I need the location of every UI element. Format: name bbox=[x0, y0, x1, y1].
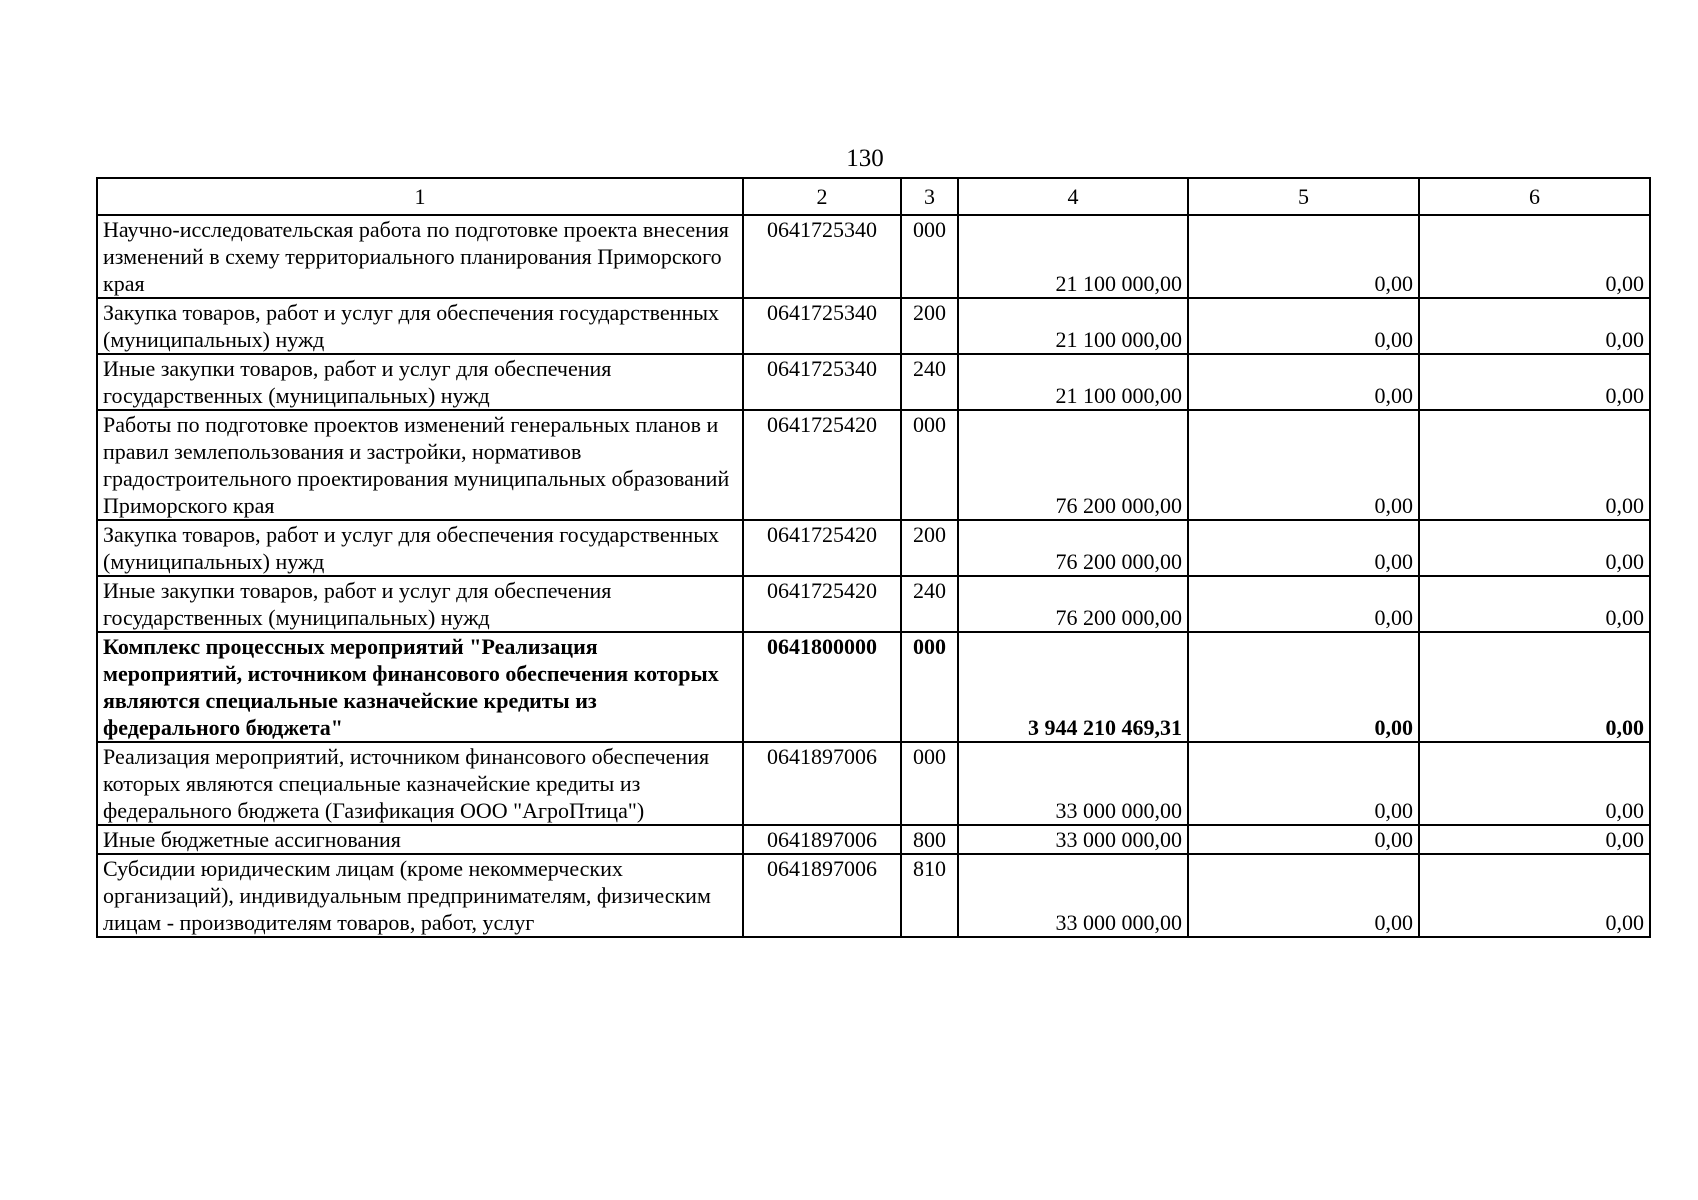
table-row bbox=[97, 632, 1650, 742]
row-amount-col4: 21 100 000,00 bbox=[958, 215, 1188, 298]
column-header-3: 3 bbox=[901, 178, 958, 215]
row-code: 0641800000 bbox=[743, 632, 901, 742]
row-name: Реализация мероприятий, источником финансового обеспечения которых являются специальные казначейские кредиты из федерального бюджета (Газификация ООО "АгроПтица") bbox=[97, 742, 743, 825]
table-row bbox=[97, 215, 1650, 298]
row-amount-col4: 33 000 000,00 bbox=[958, 854, 1188, 937]
page-number: 130 bbox=[846, 145, 884, 172]
column-header-2: 2 bbox=[743, 178, 901, 215]
row-name: Иные закупки товаров, работ и услуг для обеспечения государственных (муниципальных) нужд bbox=[97, 354, 743, 410]
row-name: Закупка товаров, работ и услуг для обеспечения государственных (муниципальных) нужд bbox=[97, 298, 743, 354]
row-name: Комплекс процессных мероприятий "Реализация мероприятий, источником финансового обеспечения которых являются специальные казначейские кредиты из федерального бюджета" bbox=[97, 632, 743, 742]
table-row bbox=[97, 520, 1650, 576]
row-code: 0641897006 bbox=[743, 825, 901, 854]
row-amount-col5: 0,00 bbox=[1188, 632, 1419, 742]
row-expense-type: 800 bbox=[901, 825, 958, 854]
row-code: 0641725420 bbox=[743, 576, 901, 632]
row-expense-type: 000 bbox=[901, 742, 958, 825]
row-amount-col6: 0,00 bbox=[1419, 632, 1650, 742]
table-row bbox=[97, 825, 1650, 854]
row-amount-col6: 0,00 bbox=[1419, 576, 1650, 632]
row-code: 0641725340 bbox=[743, 215, 901, 298]
row-amount-col6: 0,00 bbox=[1419, 520, 1650, 576]
table-row bbox=[97, 576, 1650, 632]
row-amount-col6: 0,00 bbox=[1419, 298, 1650, 354]
table-row bbox=[97, 410, 1650, 520]
row-name: Иные бюджетные ассигнования bbox=[97, 825, 743, 854]
table-row bbox=[97, 854, 1650, 937]
column-header-1: 1 bbox=[97, 178, 743, 215]
column-header-6: 6 bbox=[1419, 178, 1650, 215]
row-amount-col4: 76 200 000,00 bbox=[958, 520, 1188, 576]
row-amount-col6: 0,00 bbox=[1419, 215, 1650, 298]
table-row bbox=[97, 742, 1650, 825]
row-expense-type: 000 bbox=[901, 632, 958, 742]
row-code: 0641725340 bbox=[743, 298, 901, 354]
row-expense-type: 200 bbox=[901, 298, 958, 354]
row-expense-type: 000 bbox=[901, 215, 958, 298]
row-expense-type: 200 bbox=[901, 520, 958, 576]
row-expense-type: 240 bbox=[901, 354, 958, 410]
row-expense-type: 810 bbox=[901, 854, 958, 937]
budget-table bbox=[96, 177, 1651, 938]
row-expense-type: 000 bbox=[901, 410, 958, 520]
row-amount-col5: 0,00 bbox=[1188, 298, 1419, 354]
row-name: Научно-исследовательская работа по подготовке проекта внесения изменений в схему территориального планирования Приморского края bbox=[97, 215, 743, 298]
row-code: 0641897006 bbox=[743, 742, 901, 825]
row-amount-col5: 0,00 bbox=[1188, 742, 1419, 825]
row-code: 0641725420 bbox=[743, 410, 901, 520]
row-amount-col4: 76 200 000,00 bbox=[958, 410, 1188, 520]
row-amount-col5: 0,00 bbox=[1188, 520, 1419, 576]
row-amount-col5: 0,00 bbox=[1188, 576, 1419, 632]
row-amount-col6: 0,00 bbox=[1419, 825, 1650, 854]
row-amount-col4: 76 200 000,00 bbox=[958, 576, 1188, 632]
row-amount-col4: 21 100 000,00 bbox=[958, 354, 1188, 410]
table-row bbox=[97, 298, 1650, 354]
row-amount-col5: 0,00 bbox=[1188, 354, 1419, 410]
row-name: Работы по подготовке проектов изменений генеральных планов и правил землепользования и застройки, нормативов градостроительного проектирования муниципальных образований Приморского края bbox=[97, 410, 743, 520]
row-amount-col5: 0,00 bbox=[1188, 825, 1419, 854]
row-amount-col6: 0,00 bbox=[1419, 410, 1650, 520]
row-amount-col4: 21 100 000,00 bbox=[958, 298, 1188, 354]
row-expense-type: 240 bbox=[901, 576, 958, 632]
table-body bbox=[97, 215, 1650, 937]
row-amount-col5: 0,00 bbox=[1188, 854, 1419, 937]
row-amount-col6: 0,00 bbox=[1419, 854, 1650, 937]
row-code: 0641725340 bbox=[743, 354, 901, 410]
row-amount-col4: 33 000 000,00 bbox=[958, 742, 1188, 825]
table-header-row bbox=[97, 178, 1650, 215]
row-amount-col6: 0,00 bbox=[1419, 354, 1650, 410]
row-name: Закупка товаров, работ и услуг для обеспечения государственных (муниципальных) нужд bbox=[97, 520, 743, 576]
row-amount-col4: 33 000 000,00 bbox=[958, 825, 1188, 854]
row-amount-col5: 0,00 bbox=[1188, 215, 1419, 298]
column-header-4: 4 bbox=[958, 178, 1188, 215]
table-row bbox=[97, 354, 1650, 410]
row-name: Иные закупки товаров, работ и услуг для обеспечения государственных (муниципальных) нужд bbox=[97, 576, 743, 632]
row-code: 0641725420 bbox=[743, 520, 901, 576]
row-amount-col6: 0,00 bbox=[1419, 742, 1650, 825]
column-header-5: 5 bbox=[1188, 178, 1419, 215]
row-amount-col5: 0,00 bbox=[1188, 410, 1419, 520]
row-amount-col4: 3 944 210 469,31 bbox=[958, 632, 1188, 742]
row-name: Субсидии юридическим лицам (кроме некоммерческих организаций), индивидуальным предпринимателям, физическим лицам - производителям товаров, работ, услуг bbox=[97, 854, 743, 937]
row-code: 0641897006 bbox=[743, 854, 901, 937]
